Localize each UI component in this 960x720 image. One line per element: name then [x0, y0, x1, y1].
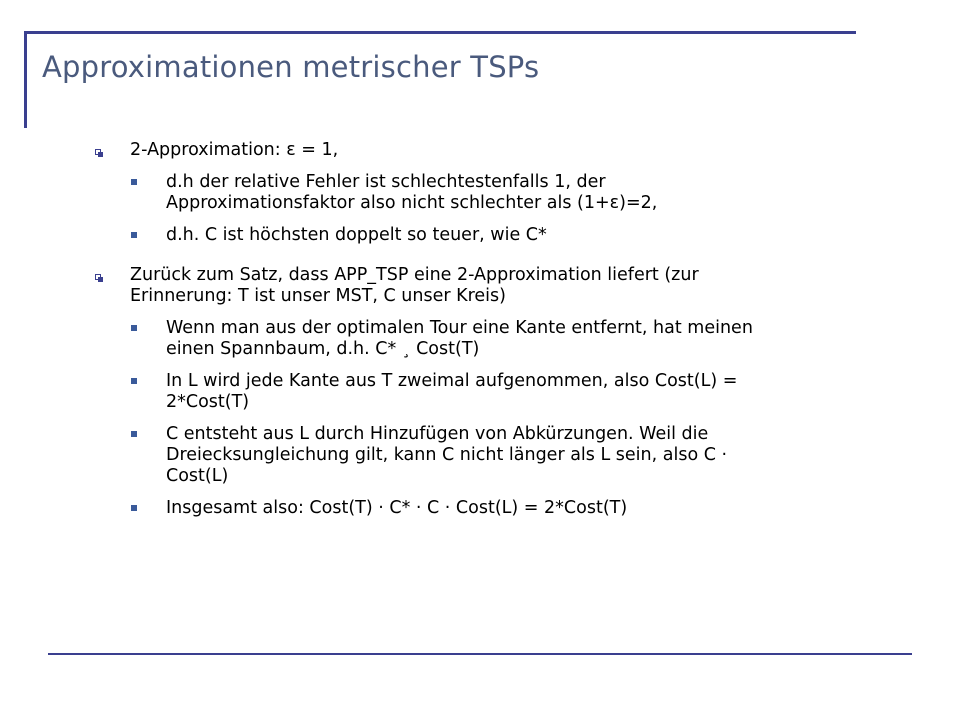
bullet-square-icon — [131, 431, 137, 437]
title-frame-left — [24, 31, 27, 128]
title-frame-top — [24, 31, 856, 34]
sub-bullet-overall — [166, 498, 886, 519]
bullet-text: Erinnerung: T ist unser MST, C unser Kreis) — [130, 286, 506, 306]
slide-content — [0, 140, 960, 519]
sub-bullet-line: Dreiecksungleichung gilt, kann C nicht länger als L sein, also C · — [166, 445, 728, 465]
footer-divider — [48, 653, 912, 655]
slide-title: Approximationen metrischer TSPs — [42, 50, 540, 84]
sub-bullet-line: d.h. C ist höchsten doppelt so teuer, wie C* — [166, 225, 547, 245]
square-bullet-icon — [95, 149, 101, 155]
sub-bullet-line: d.h der relative Fehler ist schlechtestenfalls 1, der — [166, 172, 606, 192]
bullet-2-approximation — [130, 140, 890, 246]
sub-bullet-line: Approximationsfaktor also nicht schlechter als (1+ε)=2, — [166, 193, 658, 213]
sub-bullet-double-cost — [166, 225, 886, 246]
sub-bullet-line: C entsteht aus L durch Hinzufügen von Abkürzungen. Weil die — [166, 424, 709, 444]
bullet-square-icon — [131, 505, 137, 511]
sub-bullet-line: Insgesamt also: Cost(T) · C* · C · Cost(L) = 2*Cost(T) — [166, 498, 628, 518]
sub-bullet-shortcuts — [166, 424, 886, 487]
bullet-square-icon — [131, 232, 137, 238]
bullet-theorem-recap — [130, 265, 890, 519]
sub-bullet-line: einen Spannbaum, d.h. C* ¸ Cost(T) — [166, 339, 480, 359]
square-bullet-icon — [95, 274, 101, 280]
bullet-text: Zurück zum Satz, dass APP_TSP eine 2-Approximation liefert (zur — [130, 265, 699, 285]
bullet-text: 2-Approximation: ε = 1, — [130, 140, 339, 160]
sub-bullet-relative-error — [166, 172, 886, 214]
bullet-square-icon — [131, 378, 137, 384]
bullet-square-icon — [131, 325, 137, 331]
sub-bullet-edges-twice — [166, 371, 886, 413]
sub-bullet-line: 2*Cost(T) — [166, 392, 250, 412]
sub-bullet-line: Cost(L) — [166, 466, 229, 486]
sub-bullet-line: Wenn man aus der optimalen Tour eine Kante entfernt, hat meinen — [166, 318, 753, 338]
bullet-square-icon — [131, 179, 137, 185]
sub-bullet-spanning-tree — [166, 318, 886, 360]
sub-bullet-line: In L wird jede Kante aus T zweimal aufgenommen, also Cost(L) = — [166, 371, 738, 391]
